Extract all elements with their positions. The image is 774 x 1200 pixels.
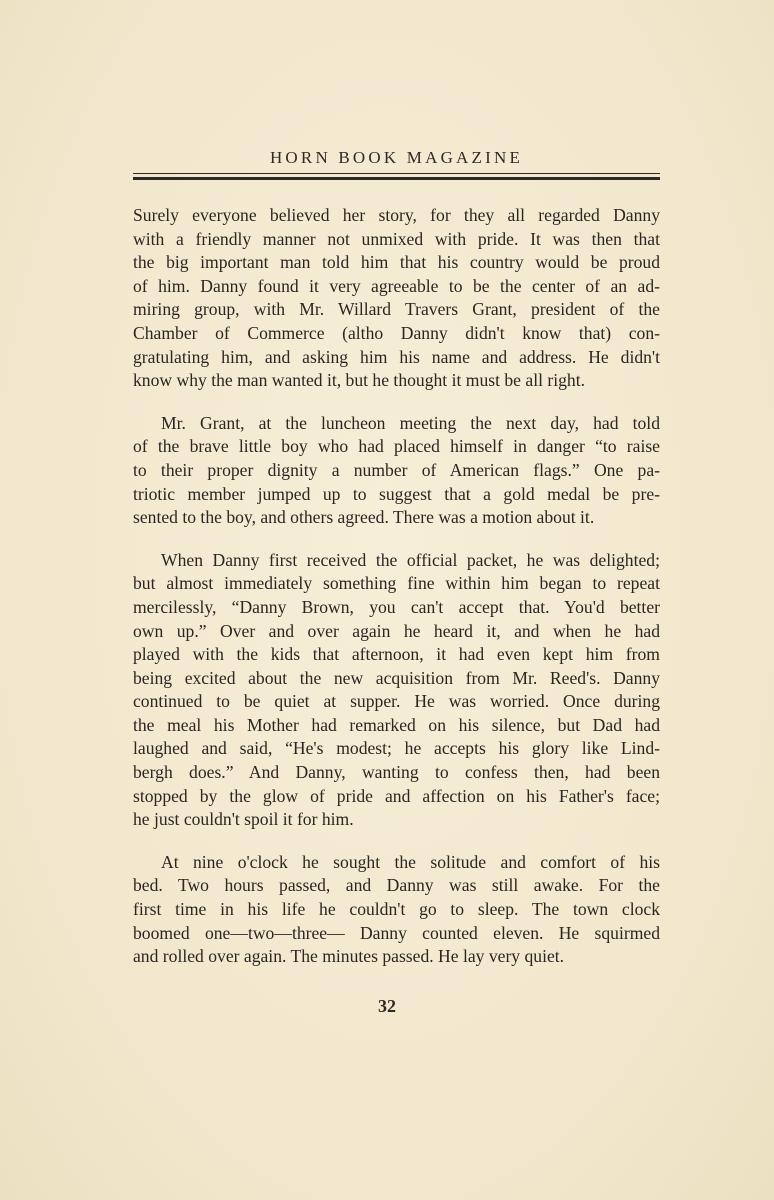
text-line: bergh does.” And Danny, wanting to confess then, had been — [133, 762, 660, 783]
text-line: miring group, with Mr. Willard Travers Grant, president of the — [133, 299, 660, 320]
text-line: with a friendly manner not unmixed with pride. It was then that — [133, 228, 660, 249]
text-line: the meal his Mother had remarked on his silence, but Dad had — [133, 714, 660, 735]
text-line: At nine o'clock he sought the solitude and comfort of his — [161, 851, 660, 872]
text-line: mercilessly, “Danny Brown, you can't accept that. You'd better — [133, 596, 660, 617]
text-line: Chamber of Commerce (altho Danny didn't know that) con- — [133, 322, 660, 343]
text-line: but almost immediately something fine within him began to repeat — [133, 573, 660, 594]
paragraph-4 — [133, 851, 660, 969]
text-line: he just couldn't spoil it for him. — [133, 809, 354, 830]
text-line: played with the kids that afternoon, it had even kept him from — [133, 644, 660, 665]
text-line: own up.” Over and over again he heard it, and when he had — [133, 620, 660, 641]
text-line: sented to the boy, and others agreed. There was a motion about it. — [133, 507, 595, 528]
text-line: to their proper dignity a number of American flags.” One pa- — [133, 459, 660, 480]
text-line: being excited about the new acquisition from Mr. Reed's. Danny — [133, 667, 660, 688]
text-line: continued to be quiet at supper. He was worried. Once during — [133, 691, 660, 712]
text-line: know why the man wanted it, but he thought it must be all right. — [133, 370, 585, 391]
header-rule-thick — [133, 177, 660, 180]
text-line: of him. Danny found it very agreeable to be the center of an ad- — [133, 275, 660, 296]
text-line: of the brave little boy who had placed himself in danger “to raise — [133, 436, 660, 457]
text-line: triotic member jumped up to suggest that a gold medal be pre- — [133, 483, 660, 504]
paragraph-1 — [133, 204, 660, 393]
text-line: stopped by the glow of pride and affection on his Father's face; — [133, 785, 660, 806]
text-line: the big important man told him that his country would be proud — [133, 252, 660, 273]
paragraph-2 — [133, 412, 660, 530]
text-line: laughed and said, “He's modest; he accepts his glory like Lind- — [133, 738, 660, 759]
text-line: When Danny first received the official packet, he was delighted; — [161, 549, 660, 570]
text-line: gratulating him, and asking him his name and address. He didn't — [133, 346, 660, 367]
text-line: Mr. Grant, at the luncheon meeting the next day, had told — [161, 412, 660, 433]
paragraph-3 — [133, 549, 660, 832]
text-line: boomed one—two—three— Danny counted eleven. He squirmed — [133, 922, 660, 943]
text-line: and rolled over again. The minutes passed. He lay very quiet. — [133, 946, 565, 967]
body-text — [133, 204, 660, 988]
text-line: first time in his life he couldn't go to sleep. The town clock — [133, 899, 660, 920]
text-line: Surely everyone believed her story, for they all regarded Danny — [133, 205, 660, 225]
header-rule-thin — [133, 173, 660, 174]
text-line: bed. Two hours passed, and Danny was still awake. For the — [133, 875, 660, 896]
page-number: 32 — [378, 996, 396, 1016]
running-header: HORN BOOK MAGAZINE — [269, 148, 524, 167]
